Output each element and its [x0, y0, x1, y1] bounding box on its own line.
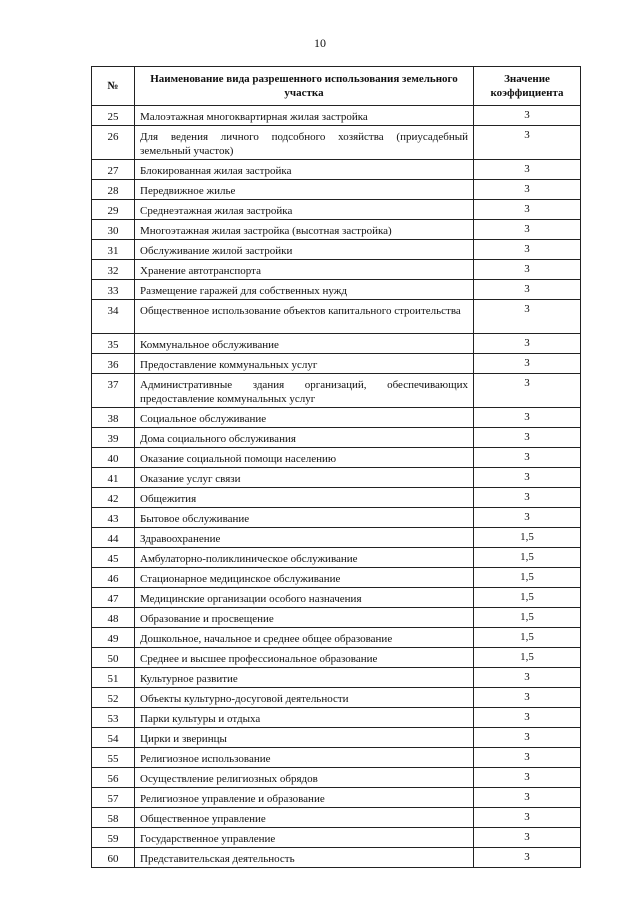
row-land-use-type: Общественное использование объектов капитального строительства	[135, 300, 474, 334]
row-land-use-type: Хранение автотранспорта	[135, 260, 474, 280]
row-land-use-type: Среднее и высшее профессиональное образование	[135, 648, 474, 668]
row-number: 56	[92, 768, 135, 788]
table-row	[92, 126, 581, 160]
row-coefficient-value: 3	[474, 180, 581, 200]
row-land-use-type: Осуществление религиозных обрядов	[135, 768, 474, 788]
row-land-use-type: Коммунальное обслуживание	[135, 334, 474, 354]
table-row	[92, 848, 581, 868]
table-row	[92, 688, 581, 708]
row-land-use-type: Дома социального обслуживания	[135, 428, 474, 448]
row-number: 46	[92, 568, 135, 588]
table-row	[92, 548, 581, 568]
row-land-use-type: Стационарное медицинское обслуживание	[135, 568, 474, 588]
row-number: 37	[92, 374, 135, 408]
table-row	[92, 708, 581, 728]
row-land-use-type: Амбулаторно-поликлиническое обслуживание	[135, 548, 474, 568]
row-land-use-type: Религиозное управление и образование	[135, 788, 474, 808]
table-row	[92, 568, 581, 588]
row-number: 34	[92, 300, 135, 334]
row-land-use-type: Дошкольное, начальное и среднее общее образование	[135, 628, 474, 648]
row-land-use-type: Общественное управление	[135, 808, 474, 828]
row-number: 51	[92, 668, 135, 688]
table-row	[92, 408, 581, 428]
row-coefficient-value: 3	[474, 788, 581, 808]
row-coefficient-value: 1,5	[474, 528, 581, 548]
row-land-use-type: Обслуживание жилой застройки	[135, 240, 474, 260]
row-coefficient-value: 3	[474, 334, 581, 354]
table-row	[92, 448, 581, 468]
row-land-use-type: Предоставление коммунальных услуг	[135, 354, 474, 374]
row-land-use-type: Общежития	[135, 488, 474, 508]
row-coefficient-value: 3	[474, 220, 581, 240]
table-row	[92, 260, 581, 280]
table-row	[92, 240, 581, 260]
table-row	[92, 106, 581, 126]
table-row	[92, 374, 581, 408]
row-land-use-type: Оказание социальной помощи населению	[135, 448, 474, 468]
row-coefficient-value: 3	[474, 300, 581, 334]
row-land-use-type: Размещение гаражей для собственных нужд	[135, 280, 474, 300]
row-coefficient-value: 3	[474, 488, 581, 508]
row-coefficient-value: 1,5	[474, 568, 581, 588]
row-land-use-type: Медицинские организации особого назначения	[135, 588, 474, 608]
table-row	[92, 768, 581, 788]
row-land-use-type: Государственное управление	[135, 828, 474, 848]
row-number: 32	[92, 260, 135, 280]
table-row	[92, 748, 581, 768]
row-coefficient-value: 3	[474, 748, 581, 768]
row-land-use-type: Передвижное жилье	[135, 180, 474, 200]
row-coefficient-value: 3	[474, 106, 581, 126]
page-number: 10	[314, 36, 326, 50]
row-coefficient-value: 1,5	[474, 628, 581, 648]
row-number: 58	[92, 808, 135, 828]
row-number: 28	[92, 180, 135, 200]
table-row	[92, 334, 581, 354]
table-row	[92, 488, 581, 508]
table-body	[92, 106, 581, 868]
row-land-use-type: Для ведения личного подсобного хозяйства (приусадебный земельный участок)	[135, 126, 474, 160]
table-row	[92, 528, 581, 548]
row-coefficient-value: 3	[474, 126, 581, 160]
row-coefficient-value: 3	[474, 200, 581, 220]
table-header-row	[92, 67, 581, 106]
row-coefficient-value: 1,5	[474, 548, 581, 568]
row-coefficient-value: 3	[474, 448, 581, 468]
row-land-use-type: Здравоохранение	[135, 528, 474, 548]
row-number: 53	[92, 708, 135, 728]
row-number: 45	[92, 548, 135, 568]
row-number: 33	[92, 280, 135, 300]
row-coefficient-value: 3	[474, 260, 581, 280]
row-land-use-type: Объекты культурно-досуговой деятельности	[135, 688, 474, 708]
table-row	[92, 200, 581, 220]
row-land-use-type: Культурное развитие	[135, 668, 474, 688]
row-number: 35	[92, 334, 135, 354]
row-number: 47	[92, 588, 135, 608]
row-land-use-type: Многоэтажная жилая застройка (высотная застройка)	[135, 220, 474, 240]
row-number: 59	[92, 828, 135, 848]
row-land-use-type: Образование и просвещение	[135, 608, 474, 628]
table-row	[92, 220, 581, 240]
row-coefficient-value: 3	[474, 668, 581, 688]
row-coefficient-value: 3	[474, 768, 581, 788]
row-number: 50	[92, 648, 135, 668]
table-row	[92, 180, 581, 200]
row-coefficient-value: 3	[474, 508, 581, 528]
table-row	[92, 280, 581, 300]
row-number: 26	[92, 126, 135, 160]
table-row	[92, 628, 581, 648]
row-number: 30	[92, 220, 135, 240]
row-coefficient-value: 3	[474, 708, 581, 728]
row-coefficient-value: 3	[474, 374, 581, 408]
row-coefficient-value: 3	[474, 808, 581, 828]
row-number: 57	[92, 788, 135, 808]
row-number: 60	[92, 848, 135, 868]
table-row	[92, 354, 581, 374]
row-number: 43	[92, 508, 135, 528]
row-number: 55	[92, 748, 135, 768]
row-number: 25	[92, 106, 135, 126]
table-row	[92, 668, 581, 688]
row-number: 29	[92, 200, 135, 220]
row-land-use-type: Бытовое обслуживание	[135, 508, 474, 528]
table-row	[92, 468, 581, 488]
table-row	[92, 608, 581, 628]
header-number: №	[92, 67, 135, 106]
table-row	[92, 788, 581, 808]
row-coefficient-value: 3	[474, 428, 581, 448]
row-land-use-type: Оказание услуг связи	[135, 468, 474, 488]
row-number: 54	[92, 728, 135, 748]
row-land-use-type: Цирки и зверинцы	[135, 728, 474, 748]
row-coefficient-value: 3	[474, 828, 581, 848]
row-coefficient-value: 3	[474, 240, 581, 260]
row-land-use-type: Административные здания организаций, обеспечивающих предоставление коммунальных услуг	[135, 374, 474, 408]
row-land-use-type: Социальное обслуживание	[135, 408, 474, 428]
row-coefficient-value: 3	[474, 160, 581, 180]
row-coefficient-value: 3	[474, 280, 581, 300]
row-coefficient-value: 1,5	[474, 588, 581, 608]
row-number: 40	[92, 448, 135, 468]
row-number: 49	[92, 628, 135, 648]
row-number: 36	[92, 354, 135, 374]
header-coefficient-value: Значение коэффициента	[474, 67, 581, 106]
row-number: 48	[92, 608, 135, 628]
row-coefficient-value: 3	[474, 728, 581, 748]
table-row	[92, 300, 581, 334]
row-number: 38	[92, 408, 135, 428]
row-land-use-type: Парки культуры и отдыха	[135, 708, 474, 728]
row-coefficient-value: 3	[474, 468, 581, 488]
row-coefficient-value: 1,5	[474, 648, 581, 668]
header-land-use-type: Наименование вида разрешенного использования земельного участка	[135, 67, 474, 106]
row-coefficient-value: 1,5	[474, 608, 581, 628]
table-row	[92, 508, 581, 528]
table-row	[92, 828, 581, 848]
row-coefficient-value: 3	[474, 688, 581, 708]
row-number: 52	[92, 688, 135, 708]
row-number: 44	[92, 528, 135, 548]
row-number: 41	[92, 468, 135, 488]
table-row	[92, 160, 581, 180]
row-number: 27	[92, 160, 135, 180]
row-number: 39	[92, 428, 135, 448]
row-number: 31	[92, 240, 135, 260]
coefficient-table	[91, 66, 581, 868]
row-coefficient-value: 3	[474, 848, 581, 868]
row-land-use-type: Среднеэтажная жилая застройка	[135, 200, 474, 220]
table-row	[92, 808, 581, 828]
row-land-use-type: Представительская деятельность	[135, 848, 474, 868]
table-row	[92, 428, 581, 448]
table-row	[92, 648, 581, 668]
row-land-use-type: Малоэтажная многоквартирная жилая застройка	[135, 106, 474, 126]
table-row	[92, 588, 581, 608]
row-coefficient-value: 3	[474, 354, 581, 374]
table-row	[92, 728, 581, 748]
row-land-use-type: Блокированная жилая застройка	[135, 160, 474, 180]
row-coefficient-value: 3	[474, 408, 581, 428]
row-land-use-type: Религиозное использование	[135, 748, 474, 768]
row-number: 42	[92, 488, 135, 508]
